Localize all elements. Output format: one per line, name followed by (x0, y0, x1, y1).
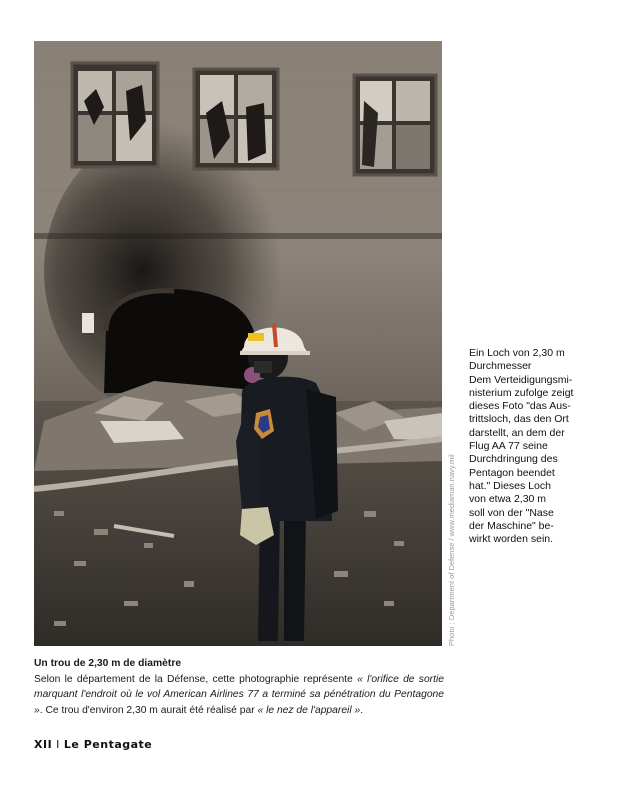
caption-title: Un trou de 2,30 m de diamètre (34, 658, 182, 669)
page-number: XII (34, 738, 53, 751)
side-caption (469, 347, 609, 546)
footer-separator: I (56, 738, 60, 751)
side-caption-text: Ein Loch von 2,30 m Durchmesser Dem Verteidigungsmi- nisterium zufolge zeigt dieses Foto "das Aus- trittsloch, das den Ort darstellt, an dem der Flug AA 77 seine Durchdringung des Pentagon beendet hat." Dieses Loch von etwa 2,30 m soll von der "Nase der Maschine" be- wirkt worden sein. (469, 347, 574, 546)
caption-body-part: . Ce trou d'environ 2,30 m aurait été réalisé par (39, 704, 258, 716)
page-footer (34, 738, 152, 751)
caption-quote: « le nez de l'appareil » (257, 704, 361, 716)
caption-body-part: . (360, 704, 364, 716)
caption (34, 656, 444, 718)
running-title: Le Pentagate (63, 738, 153, 751)
caption-body (34, 672, 444, 719)
photo-credit: Photo : Department of Defense / www.mediaman.navy.mil (447, 454, 456, 646)
caption-quote: « l'orifice de sortie marquant l'endroit où le vol American Airlines 77 a terminé sa pénétration du Pentagone » (34, 673, 444, 716)
photo (34, 41, 442, 646)
caption-body-part: Selon le département de la Défense, cette photographie représente (34, 673, 358, 685)
photo-illustration (34, 41, 442, 646)
